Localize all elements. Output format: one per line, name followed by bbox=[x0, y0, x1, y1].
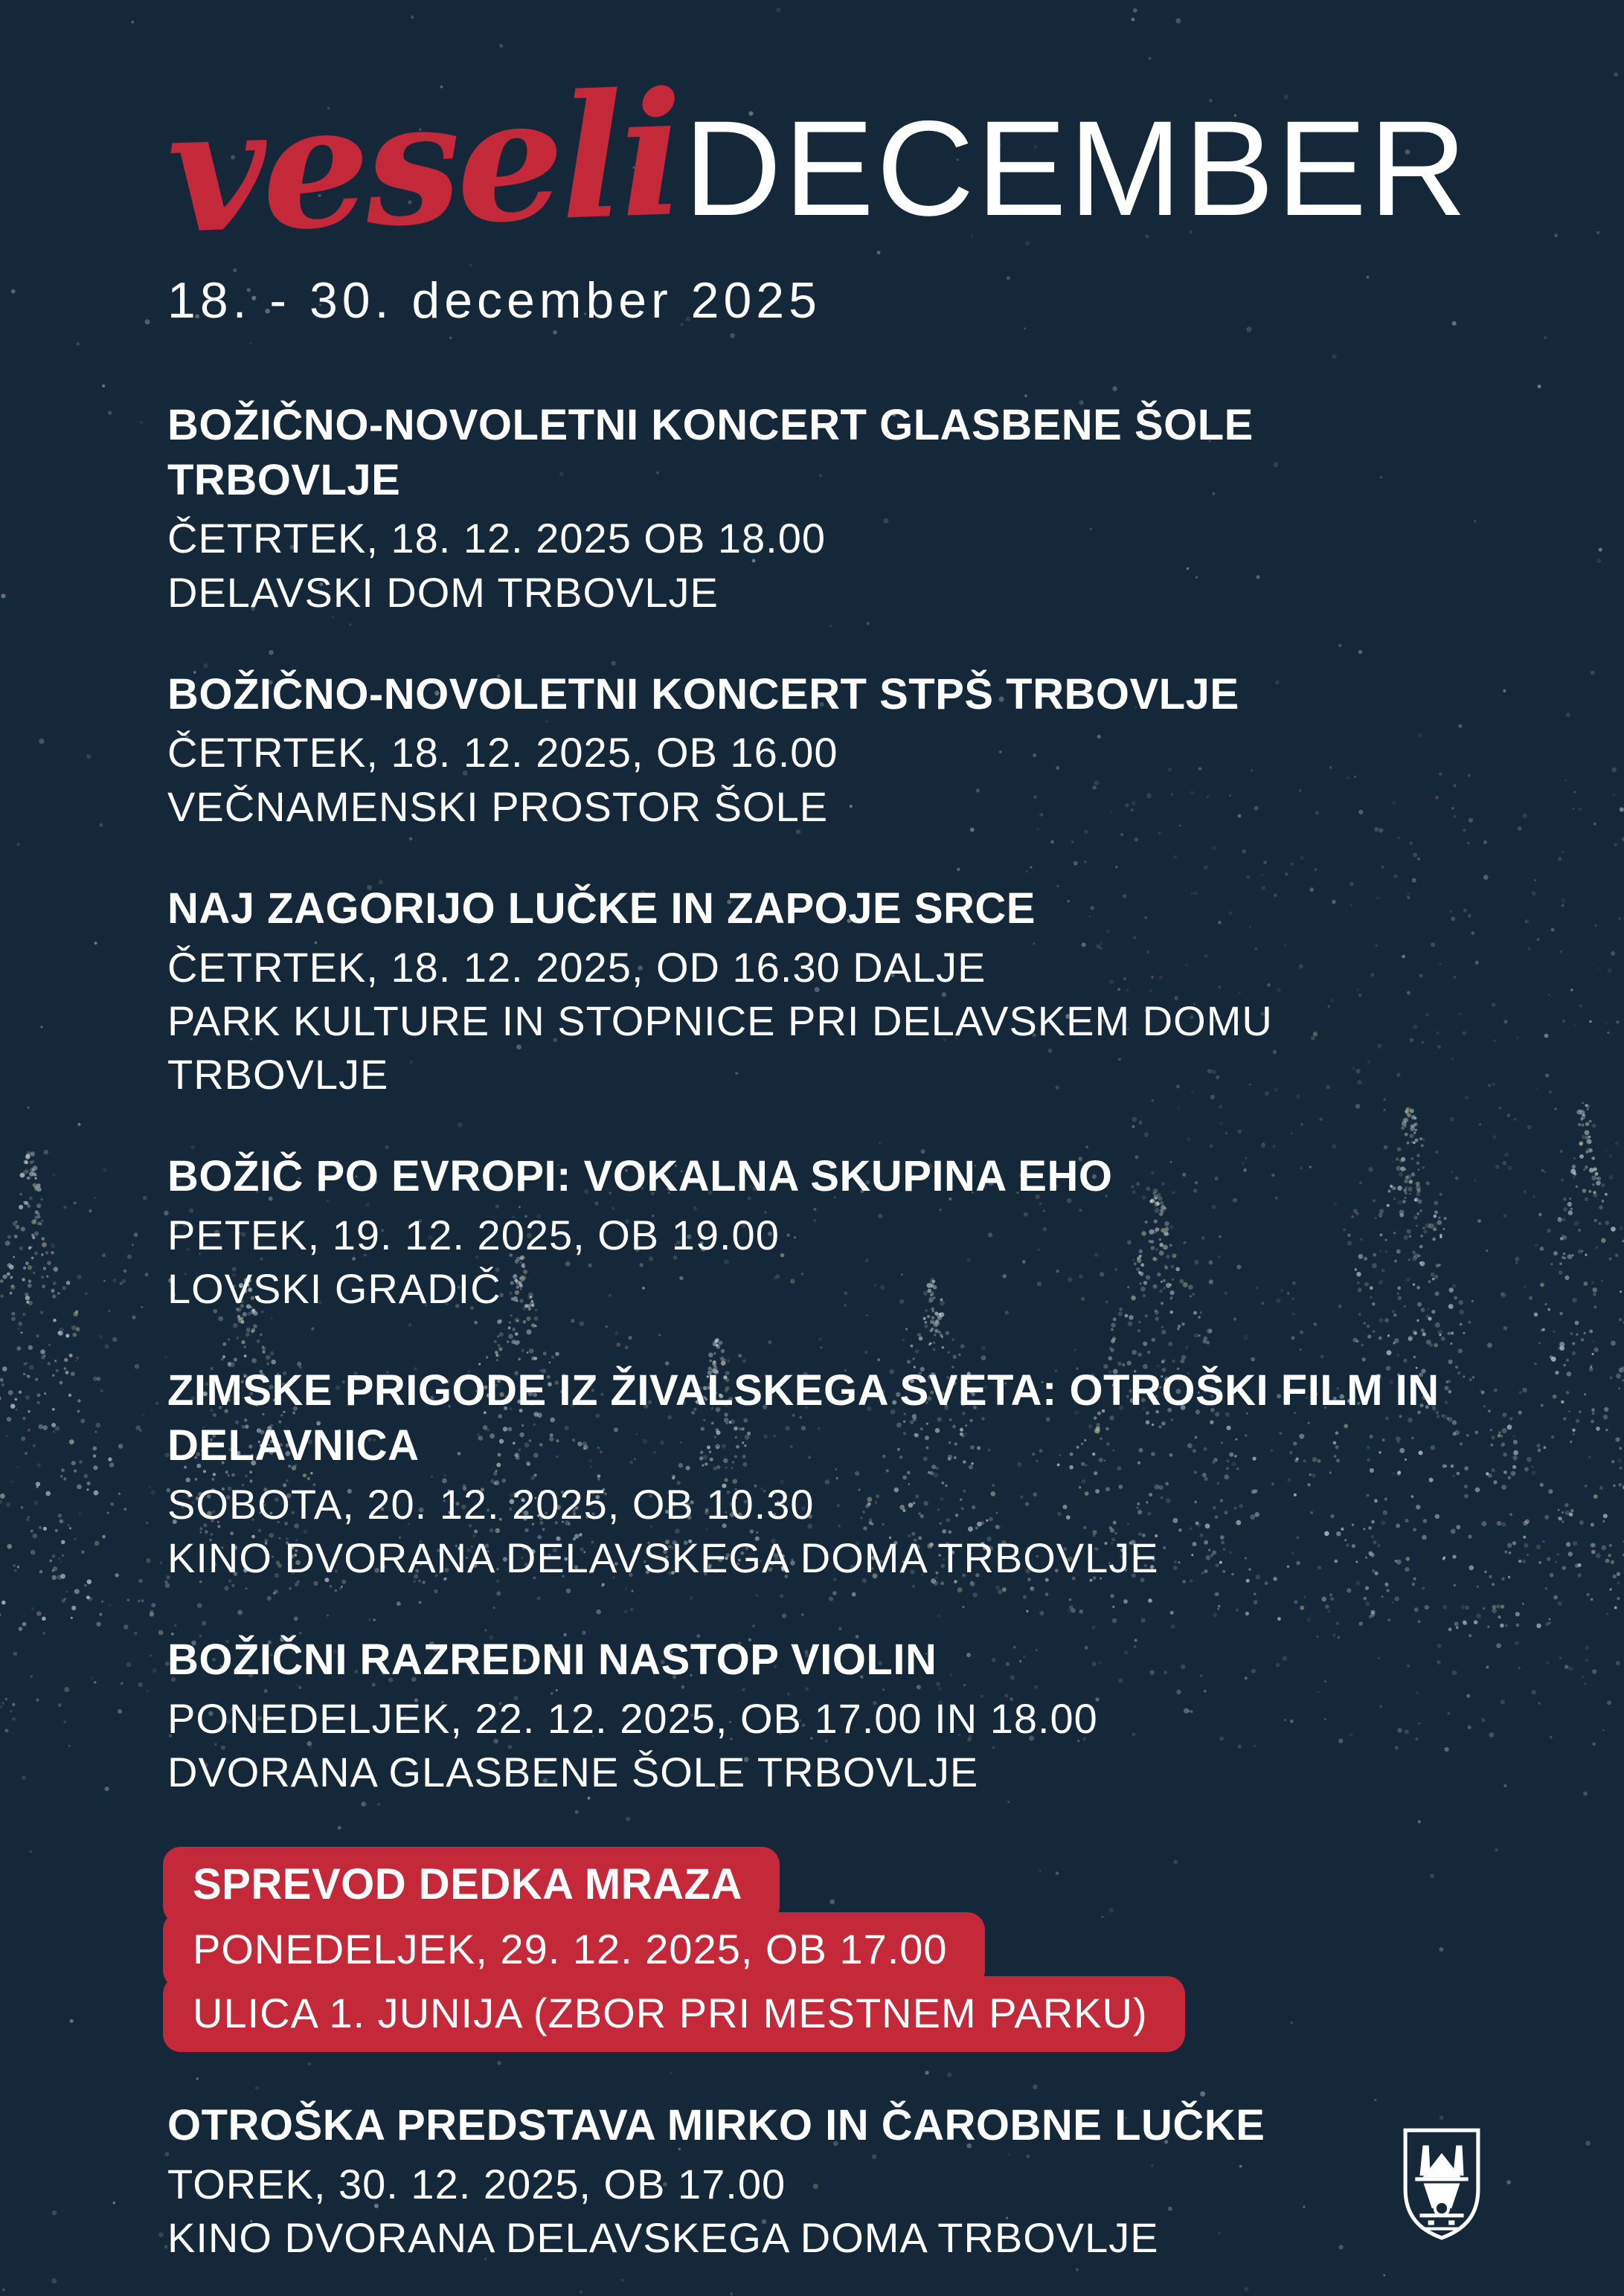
event-block bbox=[167, 667, 1477, 834]
logo bbox=[164, 54, 1624, 271]
event-title: OTROŠKA PREDSTAVA MIRKO IN ČAROBNE LUČKE bbox=[167, 2101, 1265, 2150]
event-title: BOŽIČNO-NOVOLETNI KONCERT STPŠ TRBOVLJE bbox=[167, 669, 1239, 718]
event-venue: KINO DVORANA DELAVSKEGA DOMA TRBOVLJE bbox=[167, 1534, 1159, 1581]
highlight-row bbox=[163, 1976, 1185, 2052]
event-date: PONEDELJEK, 29. 12. 2025, OB 17.00 bbox=[193, 1925, 948, 1972]
events-list bbox=[167, 398, 1477, 2266]
event-title: BOŽIČNI RAZREDNI NASTOP VIOLIN bbox=[167, 1636, 937, 1685]
event-date: PETEK, 19. 12. 2025, OB 19.00 bbox=[167, 1211, 780, 1258]
event-date: PONEDELJEK, 22. 12. 2025, OB 17.00 IN 18.00 bbox=[167, 1694, 1098, 1742]
event-block bbox=[167, 398, 1477, 620]
event-venue: LOVSKI GRADIČ bbox=[167, 1265, 501, 1313]
event-venue: KINO DVORANA DELAVSKEGA DOMA TRBOVLJE bbox=[167, 2214, 1159, 2262]
event-block bbox=[167, 881, 1477, 1102]
event-title: ZIMSKE PRIGODE IZ ŽIVALSKEGA SVETA: OTROŠKI FILM IN DELAVNICA bbox=[167, 1366, 1440, 1470]
logo-december: DECEMBER bbox=[684, 92, 1469, 244]
trbovlje-crest-icon bbox=[1401, 2127, 1483, 2241]
event-title: BOŽIČ PO EVROPI: VOKALNA SKUPINA EHO bbox=[167, 1152, 1113, 1201]
event-block bbox=[163, 1847, 1477, 2052]
event-block bbox=[167, 2098, 1477, 2265]
event-venue: ULICA 1. JUNIJA (ZBOR PRI MESTNEM PARKU) bbox=[193, 1990, 1148, 2037]
event-venue: DELAVSKI DOM TRBOVLJE bbox=[167, 568, 719, 616]
event-date: ČETRTEK, 18. 12. 2025, OB 16.00 bbox=[167, 729, 838, 776]
event-date: ČETRTEK, 18. 12. 2025, OD 16.30 DALJE bbox=[167, 943, 986, 991]
logo-script: veseli bbox=[164, 54, 684, 271]
event-block bbox=[167, 1633, 1477, 1799]
event-venue: DVORANA GLASBENE ŠOLE TRBOVLJE bbox=[167, 1749, 979, 1796]
event-title: BOŽIČNO-NOVOLETNI KONCERT GLASBENE ŠOLE TRBOVLJE bbox=[167, 401, 1254, 504]
event-block bbox=[167, 1363, 1477, 1585]
event-venue: VEČNAMENSKI PROSTOR ŠOLE bbox=[167, 782, 829, 830]
event-date: ČETRTEK, 18. 12. 2025 OB 18.00 bbox=[167, 515, 827, 562]
date-range: 18. - 30. december 2025 bbox=[167, 272, 821, 329]
event-block bbox=[167, 1149, 1477, 1316]
event-title: NAJ ZAGORIJO LUČKE IN ZAPOJE SRCE bbox=[167, 884, 1036, 933]
event-venue: PARK KULTURE IN STOPNICE PRI DELAVSKEM DOMU TRBOVLJE bbox=[167, 997, 1273, 1099]
event-date: TOREK, 30. 12. 2025, OB 17.00 bbox=[167, 2161, 786, 2208]
event-title: SPREVOD DEDKA MRAZA bbox=[193, 1860, 742, 1909]
event-date: SOBOTA, 20. 12. 2025, OB 10.30 bbox=[167, 1480, 815, 1528]
